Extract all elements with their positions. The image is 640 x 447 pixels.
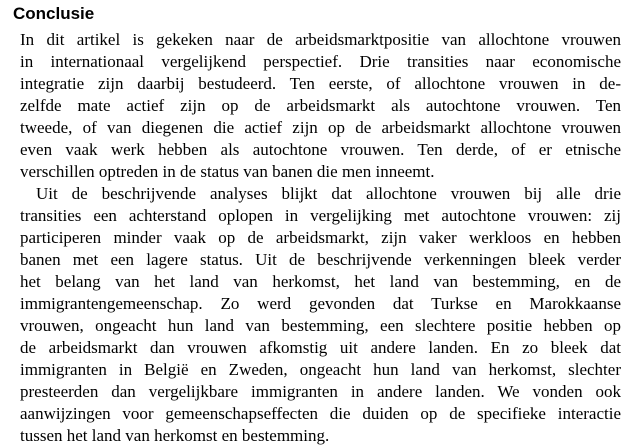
text-line: integratie zijn daarbij bestudeerd. Ten eerste, of allochtone vrouwen in de- <box>20 74 621 93</box>
text-line: tweede, of van diegenen die actief zijn op de arbeidsmarkt allochtone vrouwen <box>20 118 621 137</box>
text-line: even vaak werk hebben als autochtone vrouwen. Ten derde, of er etnische <box>20 140 621 159</box>
text-line: immigranten in België en Zweden, ongeacht hun land van herkomst, slechter <box>20 360 621 379</box>
text-line: participeren minder vaak op de arbeidsmarkt, zijn vaker werkloos en hebben <box>20 228 621 247</box>
text-line: de arbeidsmarkt dan vrouwen afkomstig uit andere landen. En zo bleek dat <box>20 338 621 357</box>
text-line: verschillen optreden in de status van banen die men inneemt. <box>20 162 435 181</box>
text-line: vrouwen, ongeacht hun land van bestemming, een slechtere positie hebben op <box>20 316 621 335</box>
text-line: zelfde mate actief zijn op de arbeidsmarkt als autochtone vrouwen. Ten <box>20 96 621 115</box>
section-heading: Conclusie <box>13 4 95 23</box>
text-line: in internationaal vergelijkend perspectief. Drie transities naar economische <box>20 52 621 71</box>
text-line: transities een achterstand oplopen in vergelijking met autochtone vrouwen: zij <box>20 206 621 225</box>
text-line: het belang van het land van herkomst, het land van bestemming, en de <box>20 272 621 291</box>
text-line: banen met een lagere status. Uit de beschrijvende verkenningen bleek verder <box>20 250 621 269</box>
text-line: tussen het land van herkomst en bestemming. <box>20 426 330 445</box>
text-line: In dit artikel is gekeken naar de arbeidsmarktpositie van allochtone vrouwen <box>20 30 621 49</box>
text-line: aanwijzingen voor gemeenschapseffecten die duiden op de specifieke interactie <box>20 404 621 423</box>
text-line: presteerden dan vergelijkbare immigranten in andere landen. We vonden ook <box>20 382 621 401</box>
text-line: immigrantengemeenschap. Zo werd gevonden dat Turkse en Marokkaanse <box>20 294 621 313</box>
text-line: Uit de beschrijvende analyses blijkt dat allochtone vrouwen bij alle drie <box>36 184 621 203</box>
